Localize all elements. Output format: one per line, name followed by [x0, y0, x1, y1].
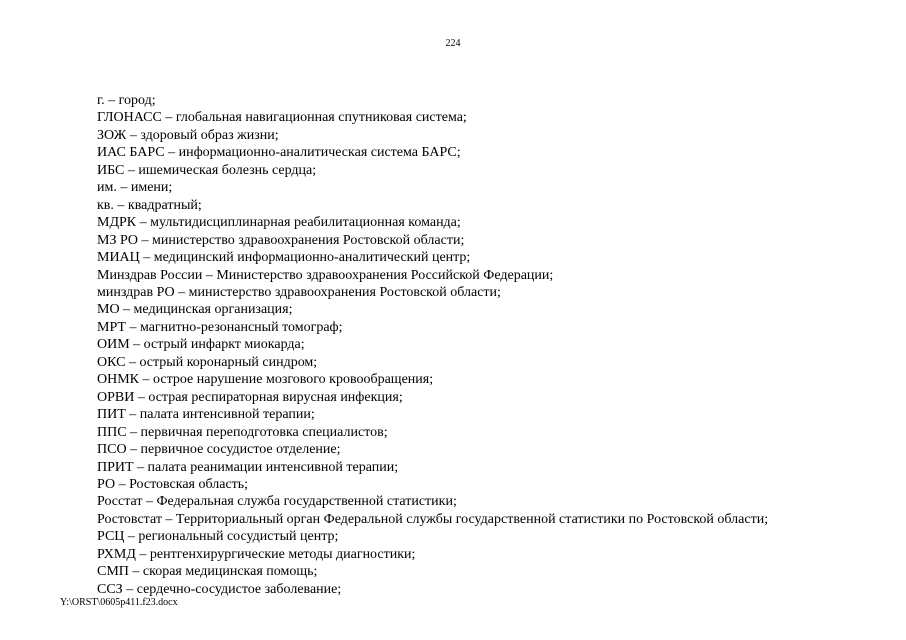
abbreviation-item: ПСО – первичное сосудистое отделение;	[97, 442, 341, 458]
abbreviation-item: минздрав РО – министерство здравоохранения Ростовской области;	[97, 284, 501, 300]
abbreviation-item: СМП – скорая медицинская помощь;	[97, 564, 318, 580]
abbreviation-item: ПРИТ – палата реанимации интенсивной терапии;	[97, 459, 399, 475]
abbreviation-item: ПИТ – палата интенсивной терапии;	[97, 407, 315, 423]
abbreviation-item: РО – Ростовская область;	[97, 476, 249, 492]
abbreviation-item: МЗ РО – министерство здравоохранения Ростовской области;	[97, 232, 465, 248]
abbreviation-item: ССЗ – сердечно-сосудистое заболевание;	[97, 581, 342, 597]
abbreviation-item: ОНМК – острое нарушение мозгового кровообращения;	[97, 372, 434, 388]
abbreviation-item: ОИМ – острый инфаркт миокарда;	[97, 337, 305, 353]
abbreviation-item: Ростовстат – Территориальный орган Федеральной службы государственной статистики по Ростовской области;	[97, 511, 769, 527]
abbreviation-item: кв. – квадратный;	[97, 197, 202, 213]
abbreviation-item: МРТ – магнитно-резонансный томограф;	[97, 319, 343, 335]
abbreviation-item: РХМД – рентгенхирургические методы диагностики;	[97, 546, 416, 562]
abbreviation-item: ОКС – острый коронарный синдром;	[97, 354, 318, 370]
abbreviation-item: РСЦ – региональный сосудистый центр;	[97, 529, 339, 545]
abbreviation-item: ППС – первичная переподготовка специалистов;	[97, 424, 388, 440]
abbreviation-item: Минздрав России – Министерство здравоохранения Российской Федерации;	[97, 267, 554, 283]
abbreviation-item: Росстат – Федеральная служба государственной статистики;	[97, 494, 457, 510]
abbreviation-item: г. – город;	[97, 93, 156, 108]
footer-file-path: Y:\ORST\0605p411.f23.docx	[60, 597, 178, 608]
abbreviation-item: ОРВИ – острая респираторная вирусная инфекция;	[97, 389, 403, 405]
abbreviation-item: МДРК – мультидисциплинарная реабилитационная команда;	[97, 215, 461, 231]
abbreviation-item: МО – медицинская организация;	[97, 302, 293, 318]
abbreviation-item: им. – имени;	[97, 180, 173, 196]
abbreviation-item: МИАЦ – медицинский информационно-аналитический центр;	[97, 250, 471, 266]
abbreviation-list	[97, 92, 768, 598]
abbreviation-item: ГЛОНАСС – глобальная навигационная спутниковая система;	[97, 110, 467, 126]
page-number: 224	[445, 38, 461, 49]
abbreviation-item: ИБС – ишемическая болезнь сердца;	[97, 162, 317, 178]
abbreviation-item: ЗОЖ – здоровый образ жизни;	[97, 127, 279, 143]
abbreviation-item: ИАС БАРС – информационно-аналитическая система БАРС;	[97, 145, 461, 161]
